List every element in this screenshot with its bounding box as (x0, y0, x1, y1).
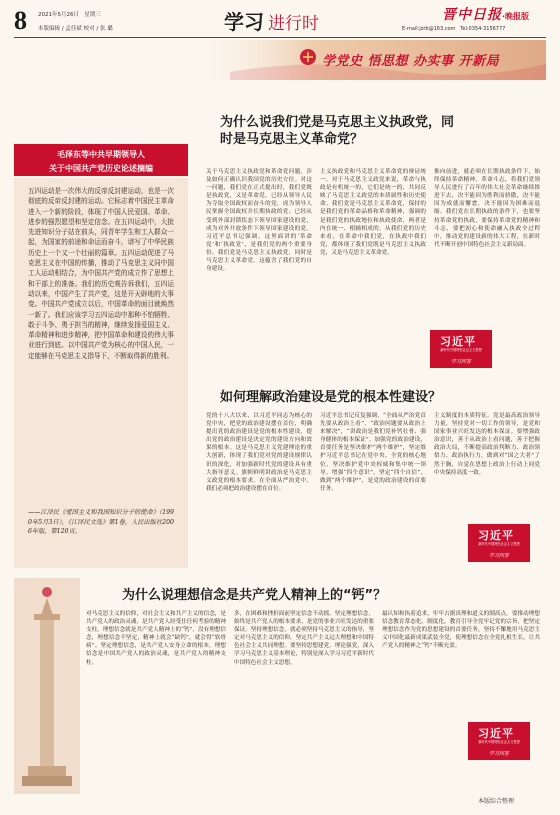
footer-credit: 本版综合整理 (478, 798, 515, 805)
section-title-sub: 进行时 (268, 14, 319, 34)
seal-signature: 习近平 (440, 335, 476, 348)
section-1-title-line2: 时是马克思主义革命党？ (220, 132, 364, 147)
section-2-title: 如何理解政治建设是党的根本性建设？ (220, 390, 442, 405)
seal-subtitle: 新时代中国特色社会主义思想 (440, 348, 482, 352)
section-1-col-3: 推向前进，就必须在长期执政条件下，始终保持革命精神、革命斗志，将我们党领导人民进行了百年的伟大社会革命继续推进下去，决不能因为胜利而骄傲，决不能因为成就而懈怠，决不能因为困难而退缩。我们党在长期执政的条件下，也要坚持革命党的执政，要保持革命党的精神和斗志，要把初心和使命融入执政全过程中，推动党的建设新的伟大工程，在新时代不断开创中国特色社会主义新局面。 (434, 169, 540, 248)
contact-line (402, 26, 505, 32)
date-text: 2021年5月26日 (38, 12, 79, 18)
section-3-title: 为什么说理想信念是共产党人精神上的“钙”？ (122, 588, 387, 603)
seal-signature: 习近平 (478, 529, 514, 542)
issue-date (38, 10, 101, 18)
section-3-col-3: 最认知和执着追求，牢牢占据真理和道义的制高点。要推动理想信念教育常态化、制度化，教育引导全党牢记党的宗旨，把坚定理想信念作为党的思想建设的首要任务，坚持不懈地用马克思主义中国化最新成果武装全党，使理想信念在全党扎根生长，让共产党人的精神之“钙”不断充盈。 (382, 611, 540, 650)
seal-column-name: 学习问答 (488, 751, 509, 757)
sidebar-heading (14, 144, 188, 176)
sidebar-source: ——江泽民《爱国主义和我国知识分子的使命》（1990年5月3日），《江泽民文选》第1卷，人民出版社2006年版，第120页。 (28, 509, 174, 535)
masthead-edition: ·晚报版 (502, 12, 530, 21)
editor-credits: 本版编辑 / 孟佳斌 校对 / 张 璐 (38, 26, 113, 32)
banner-slogan: 学党史 悟思想 办实事 开新局 (322, 54, 500, 69)
section-1-title (220, 114, 540, 148)
weekday-text: 星期三 (84, 12, 101, 18)
seal-subtitle: 新时代中国特色社会主义思想 (478, 542, 520, 546)
section-1-title-line1: 为什么说我们党是马克思主义执政党，同 (220, 115, 455, 130)
monument-icon (14, 578, 80, 794)
masthead-name: 晋中日报 (442, 7, 502, 23)
section-title (224, 6, 319, 35)
section-1-col-1: 关于马克思主义执政党和革命党问题，涉及如何正确认识我国党的历史方位。对这一问题，我们党在正式提出时，我们党既是执政党，又是革命党，已经从领导人民为夺取全国政权而奋斗的党，成为领导人民掌握全国政权并长期执政的党；已经从受到外部封锁状态下领导国家建设的党，成为对外开放条件下领导国家建设的党。习近平总书记强调，这里面讲的‘革命党’和‘执政党’，是我们党的两个重要身份。我们党是马克思主义执政党，同时是马克思主义革命党。这蕴含了我们党的自身建设。 (206, 169, 312, 273)
section-1-seal (430, 330, 492, 368)
banner (190, 40, 546, 80)
sidebar-panel (14, 178, 188, 568)
section-2-col-2: 习近平总书记反复强调，“全面从严治党首先要从政治上看”，“政治问题要从政治上来解决”，“讲政治是我们党补钙壮骨、强身健体的根本保证”。加强党的政治建设，首要任务是坚决维护“两个维护”，坚定维护习近平总书记在党中央、全党的核心地位，坚决维护党中央权威和集中统一领导。增强“四个意识”，坚定“四个自信”，做到“两个维护”，是党的政治建设的首要任务。 (320, 413, 426, 492)
contact-email[interactable]: E-mail:jzrb@163.com (402, 26, 456, 32)
masthead-logo (442, 4, 529, 24)
seal-column-name: 学习问答 (488, 553, 509, 559)
header-rule (14, 37, 546, 38)
sidebar-heading-line1: 毛泽东等中共早期领导人 (57, 150, 145, 159)
section-2-col-1: 党的十八大以来，以习近平同志为核心的党中央，把党的政治建设摆在首位，明确提出党的政治建设是党的根本性建设，提出党的政治建设是决定党的建设方向和效果的根本。这是马克思主义党建理论的重大创新，体现了我们党对党的建设规律认识的深化，对加强新时代党的建设具有重大指导意义。旗帜鲜明讲政治是马克思主义政党的根本要求。在全面从严治党中，我们必须把政治建设摆在首位。 (206, 413, 312, 492)
section-3-col-1: 对马克思主义的信仰，对社会主义和共产主义的信念，是共产党人的政治灵魂，是共产党人经受住任何考验的精神支柱。理想信念就是共产党人精神上的“钙”，没有理想信念，理想信念不坚定，精神上就会“缺钙”，就会得“软骨病”。坚定理想信念，是共产党人安身立命的根本，理想信念是中国共产党人的政治灵魂，是共产党人的精神支柱。 (86, 611, 226, 666)
section-title-main: 学习 (224, 10, 264, 34)
page-number: 8 (14, 6, 27, 35)
sidebar-body: 五四运动是一次伟大的反帝反封建运动，也是一次彻底的反帝反封建的运动。它标志着中国民主革命进入一个新的阶段，体现了中国人民爱国、革命、进步的强烈愿望和坚定信念。在五四运动中，大批先进知识分子站在前头，同青年学生和工人群众一起，为国家的前途和命运而奋斗，谱写了中华民族历史上一个又一个壮丽的篇章。五四运动促进了马克思主义在中国的传播，推动了马克思主义同中国工人运动相结合，为中国共产党的成立作了思想上和干部上的准备。我们的历史观告诉我们，五四运动以来，中国产生了共产党，这是开天辟地的大事变。中国共产党成立以后，中国革命的面目就焕然一新了。我们应该学习五四运动中那种不怕牺牲、敢于斗争、勇于担当的精神，继续发扬爱国主义、革命精神和进步精神，把中国革命和建设的伟大事业进行到底。以中国共产党为核心的中国人民，一定能够在马克思主义指导下，不断取得新的胜利。 (28, 187, 174, 360)
seal-column-name: 学习问答 (450, 359, 471, 365)
contact-tel: Tel:0354-3156777 (460, 26, 506, 32)
section-1-col-2: 主义执政党和马克思主义革命党的辩证统一。对于马克思主义政党来说，革命与执政是有机统一的，它们是统一的，共同反映了马克思主义政党的本质属性和历史使命。我们党是马克思主义革命党，保持的是我们党的革命品格和革命精神，强调的是我们党的执政地位和执政使命，两者是内在统一、相辅相成的。从我们党的历史来看，在革命中我们党，在执政中我们党，都体现了我们党既是马克思主义执政党，又是马克思主义革命党。 (320, 169, 426, 256)
section-3-col-2: 多，在困难和挫折面前坚定信念不动摇。坚定理想信念，始终是共产党人的根本要求，是党的事业兴旺发达的重要保证。坚持理想信念，就必须坚持马克思主义的指导，坚定对马克思主义的信仰，坚定共产主义远大理想和中国特色社会主义共同理想。要坚持思想建党、理论强党，深入学习马克思主义基本理论，特别是深入学习习近平新时代中国特色社会主义思想。 (234, 611, 374, 666)
seal-signature: 习近平 (478, 727, 514, 740)
monument-illustration (14, 578, 80, 794)
section-2-col-3: 主义制度的本质特征。党是最高政治领导力量，坚持党对一切工作的领导，是党和国家事业兴旺发达的根本保证。要增强政治意识，善于从政治上看问题，善于把握政治大局，不断提高政治判断力、政治领悟力、政治执行力，做到对“国之大者”了然于胸，自觉在思想上政治上行动上同党中央保持高度一致。 (434, 413, 540, 476)
seal-subtitle: 新时代中国特色社会主义思想 (478, 740, 520, 744)
section-3-seal (468, 722, 530, 760)
sidebar-heading-line2: 关于中国共产党历史论述摘编 (49, 164, 153, 173)
section-2-seal (468, 524, 530, 562)
